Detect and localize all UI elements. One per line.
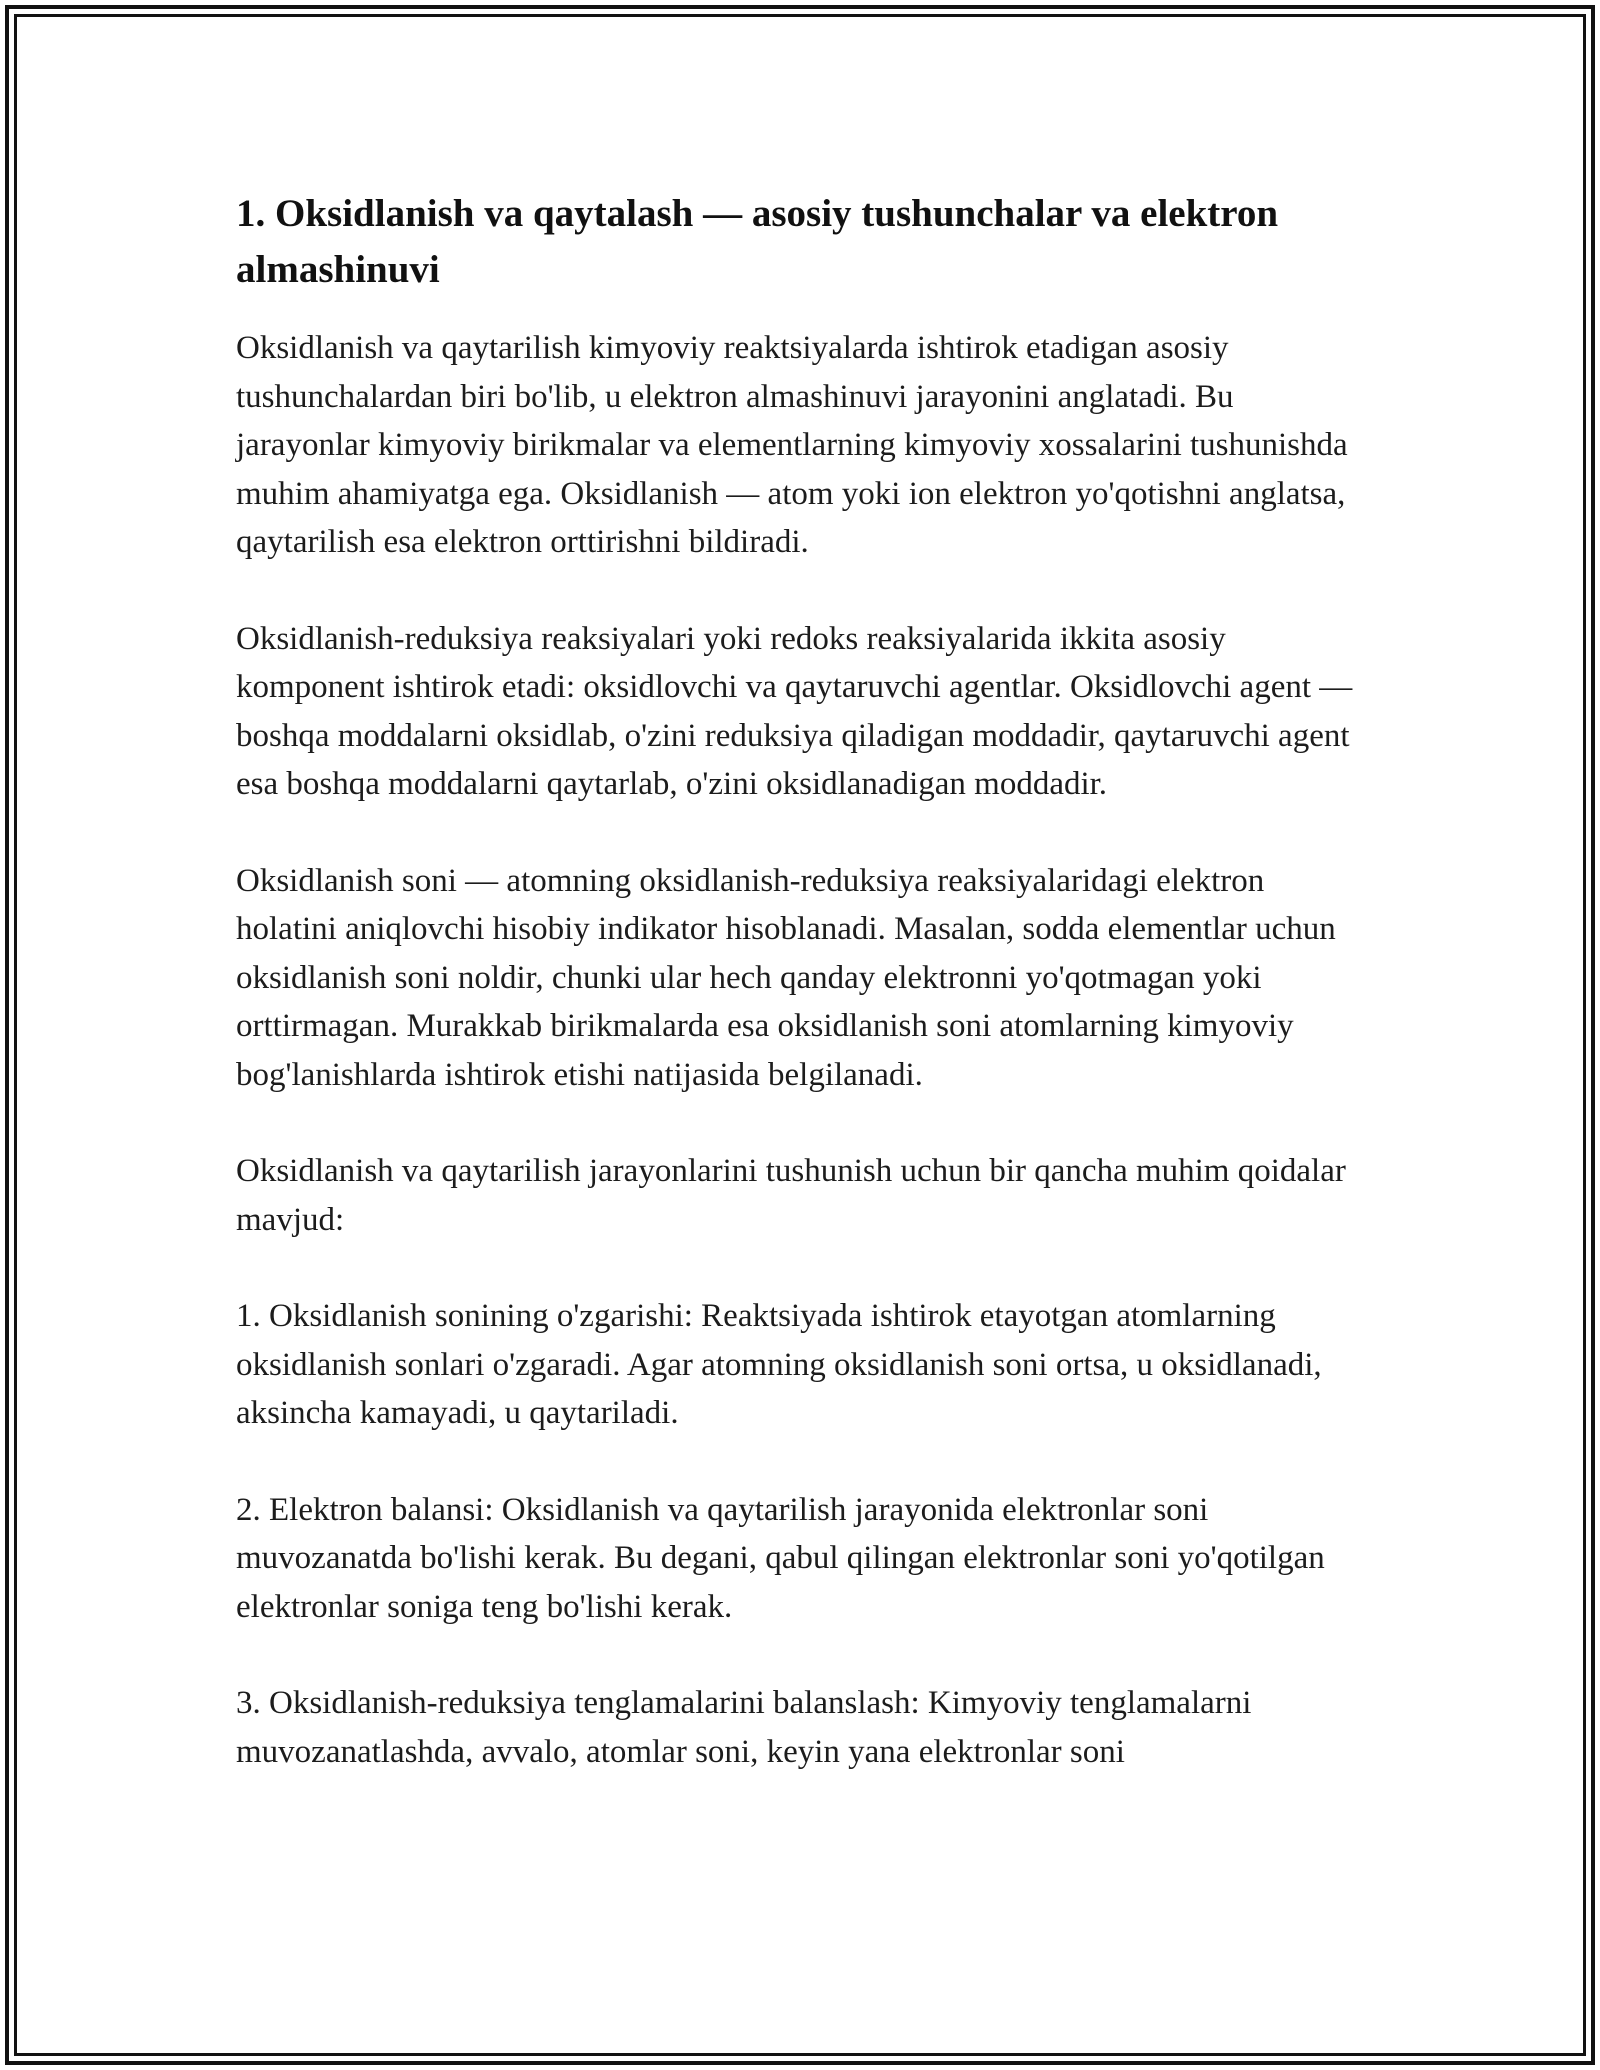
section-heading: 1. Oksidlanish va qaytalash — asosiy tushunchalar va elektron almashinuvi [236, 192, 1279, 291]
rule-item-3: 3. Oksidlanish-reduksiya tenglamalarini balanslash: Kimyoviy tenglamalarni muvozanatlashda, avvalo, atomlar soni, keyin yana elektronlar soni [236, 1685, 1252, 1770]
paragraph-redox-agents: Oksidlanish-reduksiya reaksiyalari yoki redoks reaksiyalarida ikkita asosiy komponent ishtirok etadi: oksidlovchi va qaytaruvchi agentlar. Oksidlovchi agent — boshqa moddalarni oksidlab, o'zini reduksiya qiladigan moddadir, qaytaruvchi agent esa boshqa moddalarni qaytarlab, o'zini oksidlanadigan moddadir. [236, 620, 1353, 802]
paragraph-definition: Oksidlanish va qaytarilish kimyoviy reaktsiyalarda ishtirok etadigan asosiy tushunchalardan biri bo'lib, u elektron almashinuvi jarayonini anglatadi. Bu jarayonlar kimyoviy birikmalar va elementlarning kimyoviy xossalarini tushunishda muhim ahamiyatga ega. Oksidlanish — atom yoki ion elektron yo'qotishni anglatsa, qaytarilish esa elektron orttirishni bildiradi. [236, 330, 1348, 560]
paragraph-oxidation-number: Oksidlanish soni — atomning oksidlanish-reduksiya reaksiyalaridagi elektron holatini aniqlovchi hisobiy indikator hisoblanadi. Masalan, sodda elementlar uchun oksidlanish soni noldir, chunki ular hech qanday elektronni yo'qotmagan yoki orttirmagan. Murakkab birikmalarda esa oksidlanish soni atomlarning kimyoviy bog'lanishlarda ishtirok etishi natijasida belgilanadi. [236, 862, 1336, 1093]
rule-item-2: 2. Elektron balansi: Oksidlanish va qaytarilish jarayonida elektronlar soni muvozanatda bo'lishi kerak. Bu degani, qabul qilingan elektronlar soni yo'qotilgan elektronlar soniga teng bo'lishi kerak. [236, 1491, 1325, 1625]
document-body [236, 186, 1366, 1824]
paragraph-rules-intro: Oksidlanish va qaytarilish jarayonlarini tushunish uchun bir qancha muhim qoidalar mavjud: [236, 1153, 1346, 1238]
rule-item-1: 1. Oksidlanish sonining o'zgarishi: Reaktsiyada ishtirok etayotgan atomlarning oksidlanish sonlari o'zgaradi. Agar atomning oksidlanish soni ortsa, u oksidlanadi, aksincha kamayadi, u qaytariladi. [236, 1298, 1322, 1431]
